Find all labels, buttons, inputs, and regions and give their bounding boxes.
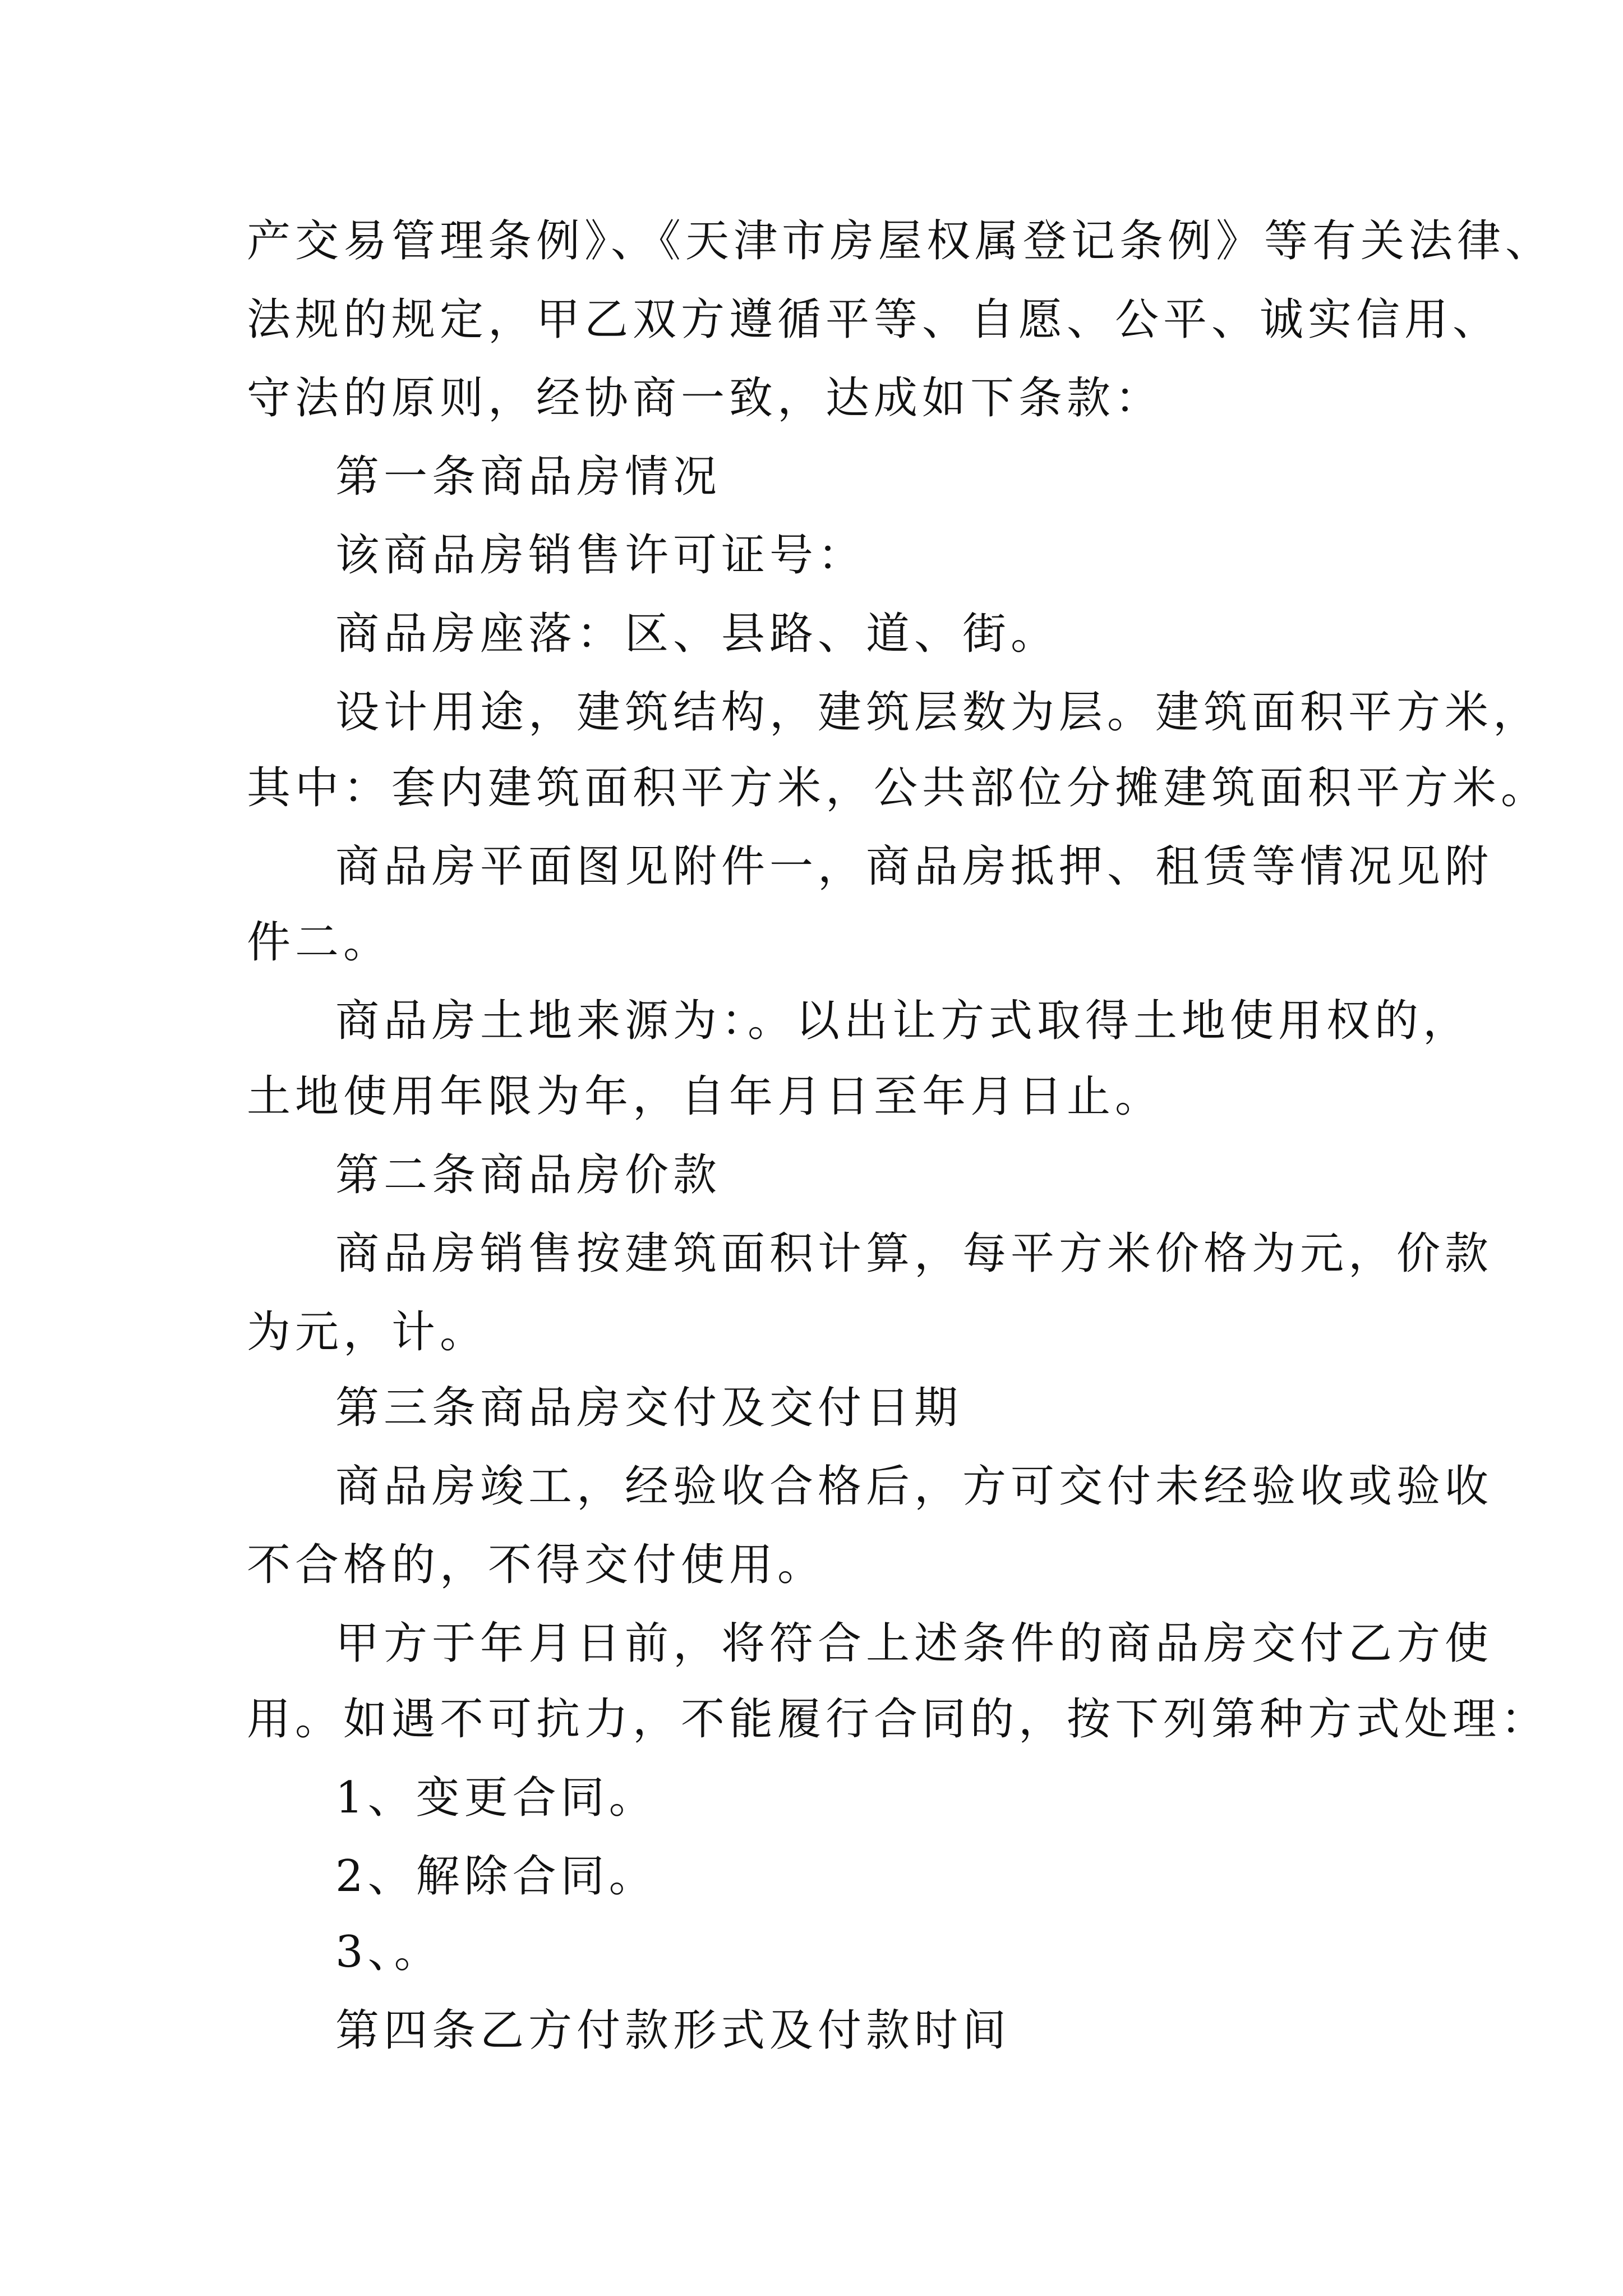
text-line: 不合格的，不得交付使用。 [247,1540,826,1590]
text-line: 该商品房销售许可证号： [335,530,866,581]
list-item: 2、解除合同。 [335,1851,657,1902]
text-line: 商品房平面图见附件一，商品房抵押、租赁等情况见附 [335,841,1493,892]
text-line: 守法的原则，经协商一致，达成如下条款： [247,373,1164,424]
text-line: 商品房竣工，经验收合格后，方可交付未经验收或验收 [335,1461,1493,1512]
article-heading: 第一条商品房情况 [335,452,722,502]
text-line: 用。如遇不可抗力，不能履行合同的，按下列第种方式处理： [247,1694,1550,1745]
text-line: 产交易管理条例》、《天津市房屋权属登记条例》等有关法律、 [247,216,1554,266]
text-line: 商品房销售按建筑面积计算，每平方米价格为元，价款 [335,1228,1493,1279]
text-line: 为元，计。 [247,1307,488,1358]
text-line: 土地使用年限为年，自年月日至年月日止。 [247,1071,1164,1122]
text-line: 设计用途，建筑结构，建筑层数为层。建筑面积平方米， [335,687,1542,738]
list-item: 3、。 [335,1927,442,1977]
text-line: 甲方于年月日前，将符合上述条件的商品房交付乙方使 [335,1618,1493,1669]
text-line: 商品房土地来源为：。以出让方式取得土地使用权的， [335,996,1472,1046]
article-heading: 第二条商品房价款 [335,1150,722,1200]
text-line: 商品房座落：区、县路、道、街。 [335,609,1059,659]
text-line: 法规的规定，甲乙双方遵循平等、自愿、公平、诚实信用、 [247,295,1501,345]
list-item: 1、变更合同。 [335,1773,657,1823]
text-line: 其中：套内建筑面积平方米，公共部位分摊建筑面积平方米。 [247,763,1550,813]
article-heading: 第四条乙方付款形式及付款时间 [335,2005,1011,2056]
article-heading: 第三条商品房交付及交付日期 [335,1383,963,1433]
text-line: 件二。 [247,917,392,968]
